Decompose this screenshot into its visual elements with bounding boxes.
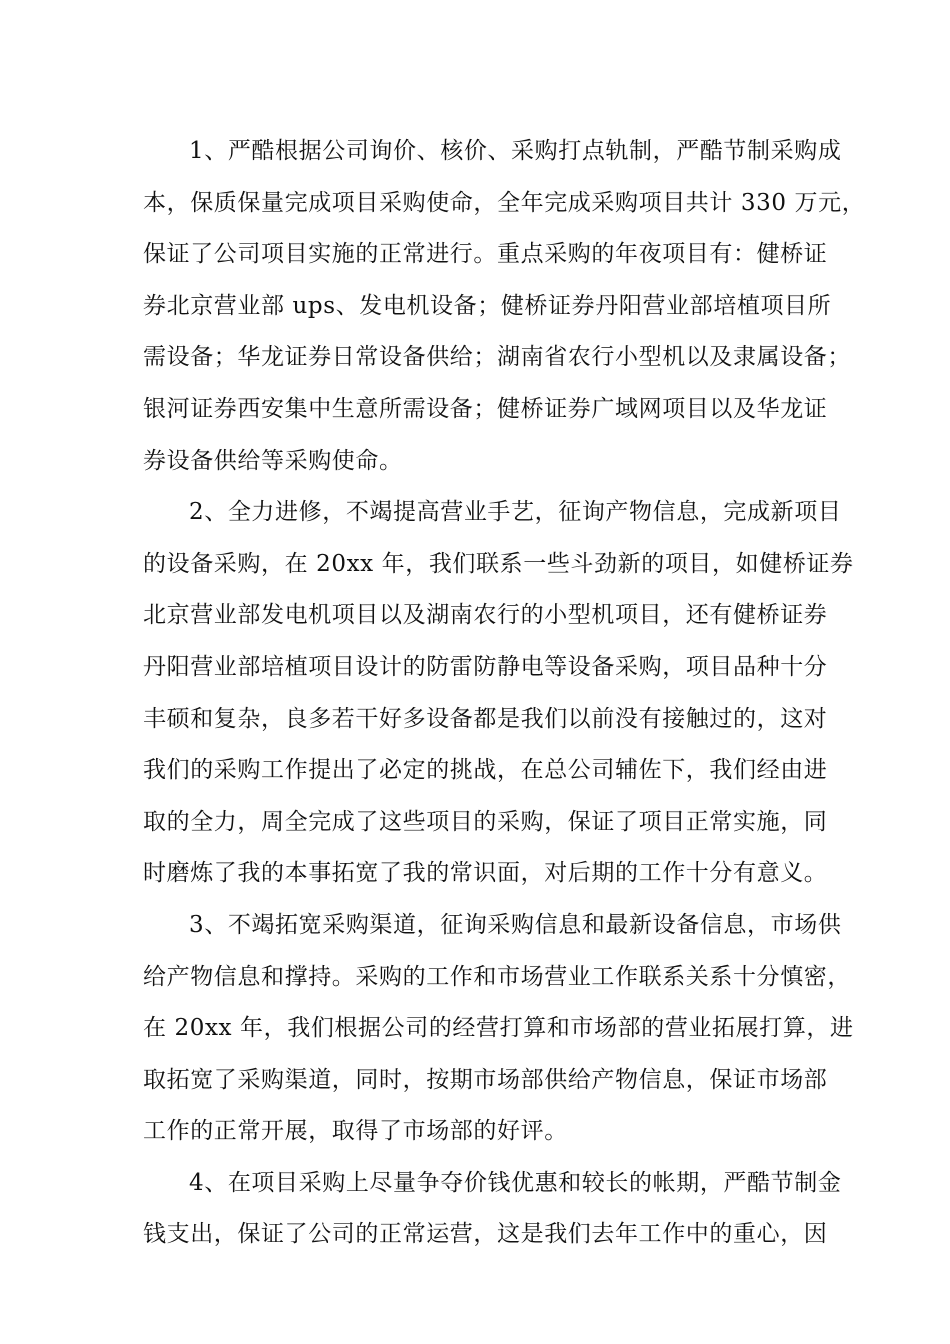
paragraph-1: [143, 126, 866, 487]
text-line: 工作的正常开展，取得了市场部的好评。: [143, 1118, 568, 1145]
text-line: 时磨炼了我的本事拓宽了我的常识面，对后期的工作十分有意义。: [143, 860, 828, 887]
text-line: 取拓宽了采购渠道，同时，按期市场部供给产物信息，保证市场部: [143, 1066, 828, 1093]
paragraph-4: [143, 1158, 842, 1261]
text-line: 钱支出，保证了公司的正常运营，这是我们去年工作中的重心，因: [143, 1221, 828, 1248]
paragraph-3: [143, 900, 854, 1158]
text-line: 保证了公司项目实施的正常进行。重点采购的年夜项目有：健桥证: [143, 241, 828, 268]
text-line: 在 20xx 年，我们根据公司的经营打算和市场部的营业拓展打算，进: [143, 1015, 854, 1042]
text-line: 需设备；华龙证券日常设备供给；湖南省农行小型机以及隶属设备；: [143, 344, 851, 371]
text-line: 4、在项目采购上尽量争夺价钱优惠和较长的帐期，严酷节制金: [189, 1169, 842, 1196]
text-line: 丰硕和复杂，良多若干好多设备都是我们以前没有接触过的，这对: [143, 705, 828, 732]
text-line: 取的全力，周全完成了这些项目的采购，保证了项目正常实施，同: [143, 808, 828, 835]
paragraph-2: [143, 487, 854, 900]
text-line: 1、严酷根据公司询价、核价、采购打点轨制，严酷节制采购成: [189, 138, 842, 164]
text-line: 给产物信息和撑持。采购的工作和市场营业工作联系关系十分慎密，: [143, 963, 851, 990]
text-line: 我们的采购工作提出了必定的挑战，在总公司辅佐下，我们经由进: [143, 757, 828, 784]
text-line: 2、全力进修，不竭提高营业手艺，征询产物信息，完成新项目: [189, 499, 842, 526]
text-line: 3、不竭拓宽采购渠道，征询采购信息和最新设备信息，市场供: [189, 911, 842, 938]
text-line: 银河证券西安集中生意所需设备；健桥证券广域网项目以及华龙证: [143, 395, 828, 422]
text-line: 的设备采购，在 20xx 年，我们联系一些斗劲新的项目，如健桥证券: [143, 550, 854, 577]
text-line: 券北京营业部 ups、发电机设备；健桥证券丹阳营业部培植项目所: [143, 292, 832, 319]
document-body: [143, 126, 866, 1261]
text-line: 本，保质保量完成项目采购使命，全年完成采购项目共计 330 万元，: [143, 189, 866, 216]
text-line: 券设备供给等采购使命。: [143, 447, 403, 474]
text-line: 丹阳营业部培植项目设计的防雷防静电等设备采购，项目品种十分: [143, 653, 828, 680]
text-line: 北京营业部发电机项目以及湖南农行的小型机项目，还有健桥证券: [143, 602, 828, 629]
